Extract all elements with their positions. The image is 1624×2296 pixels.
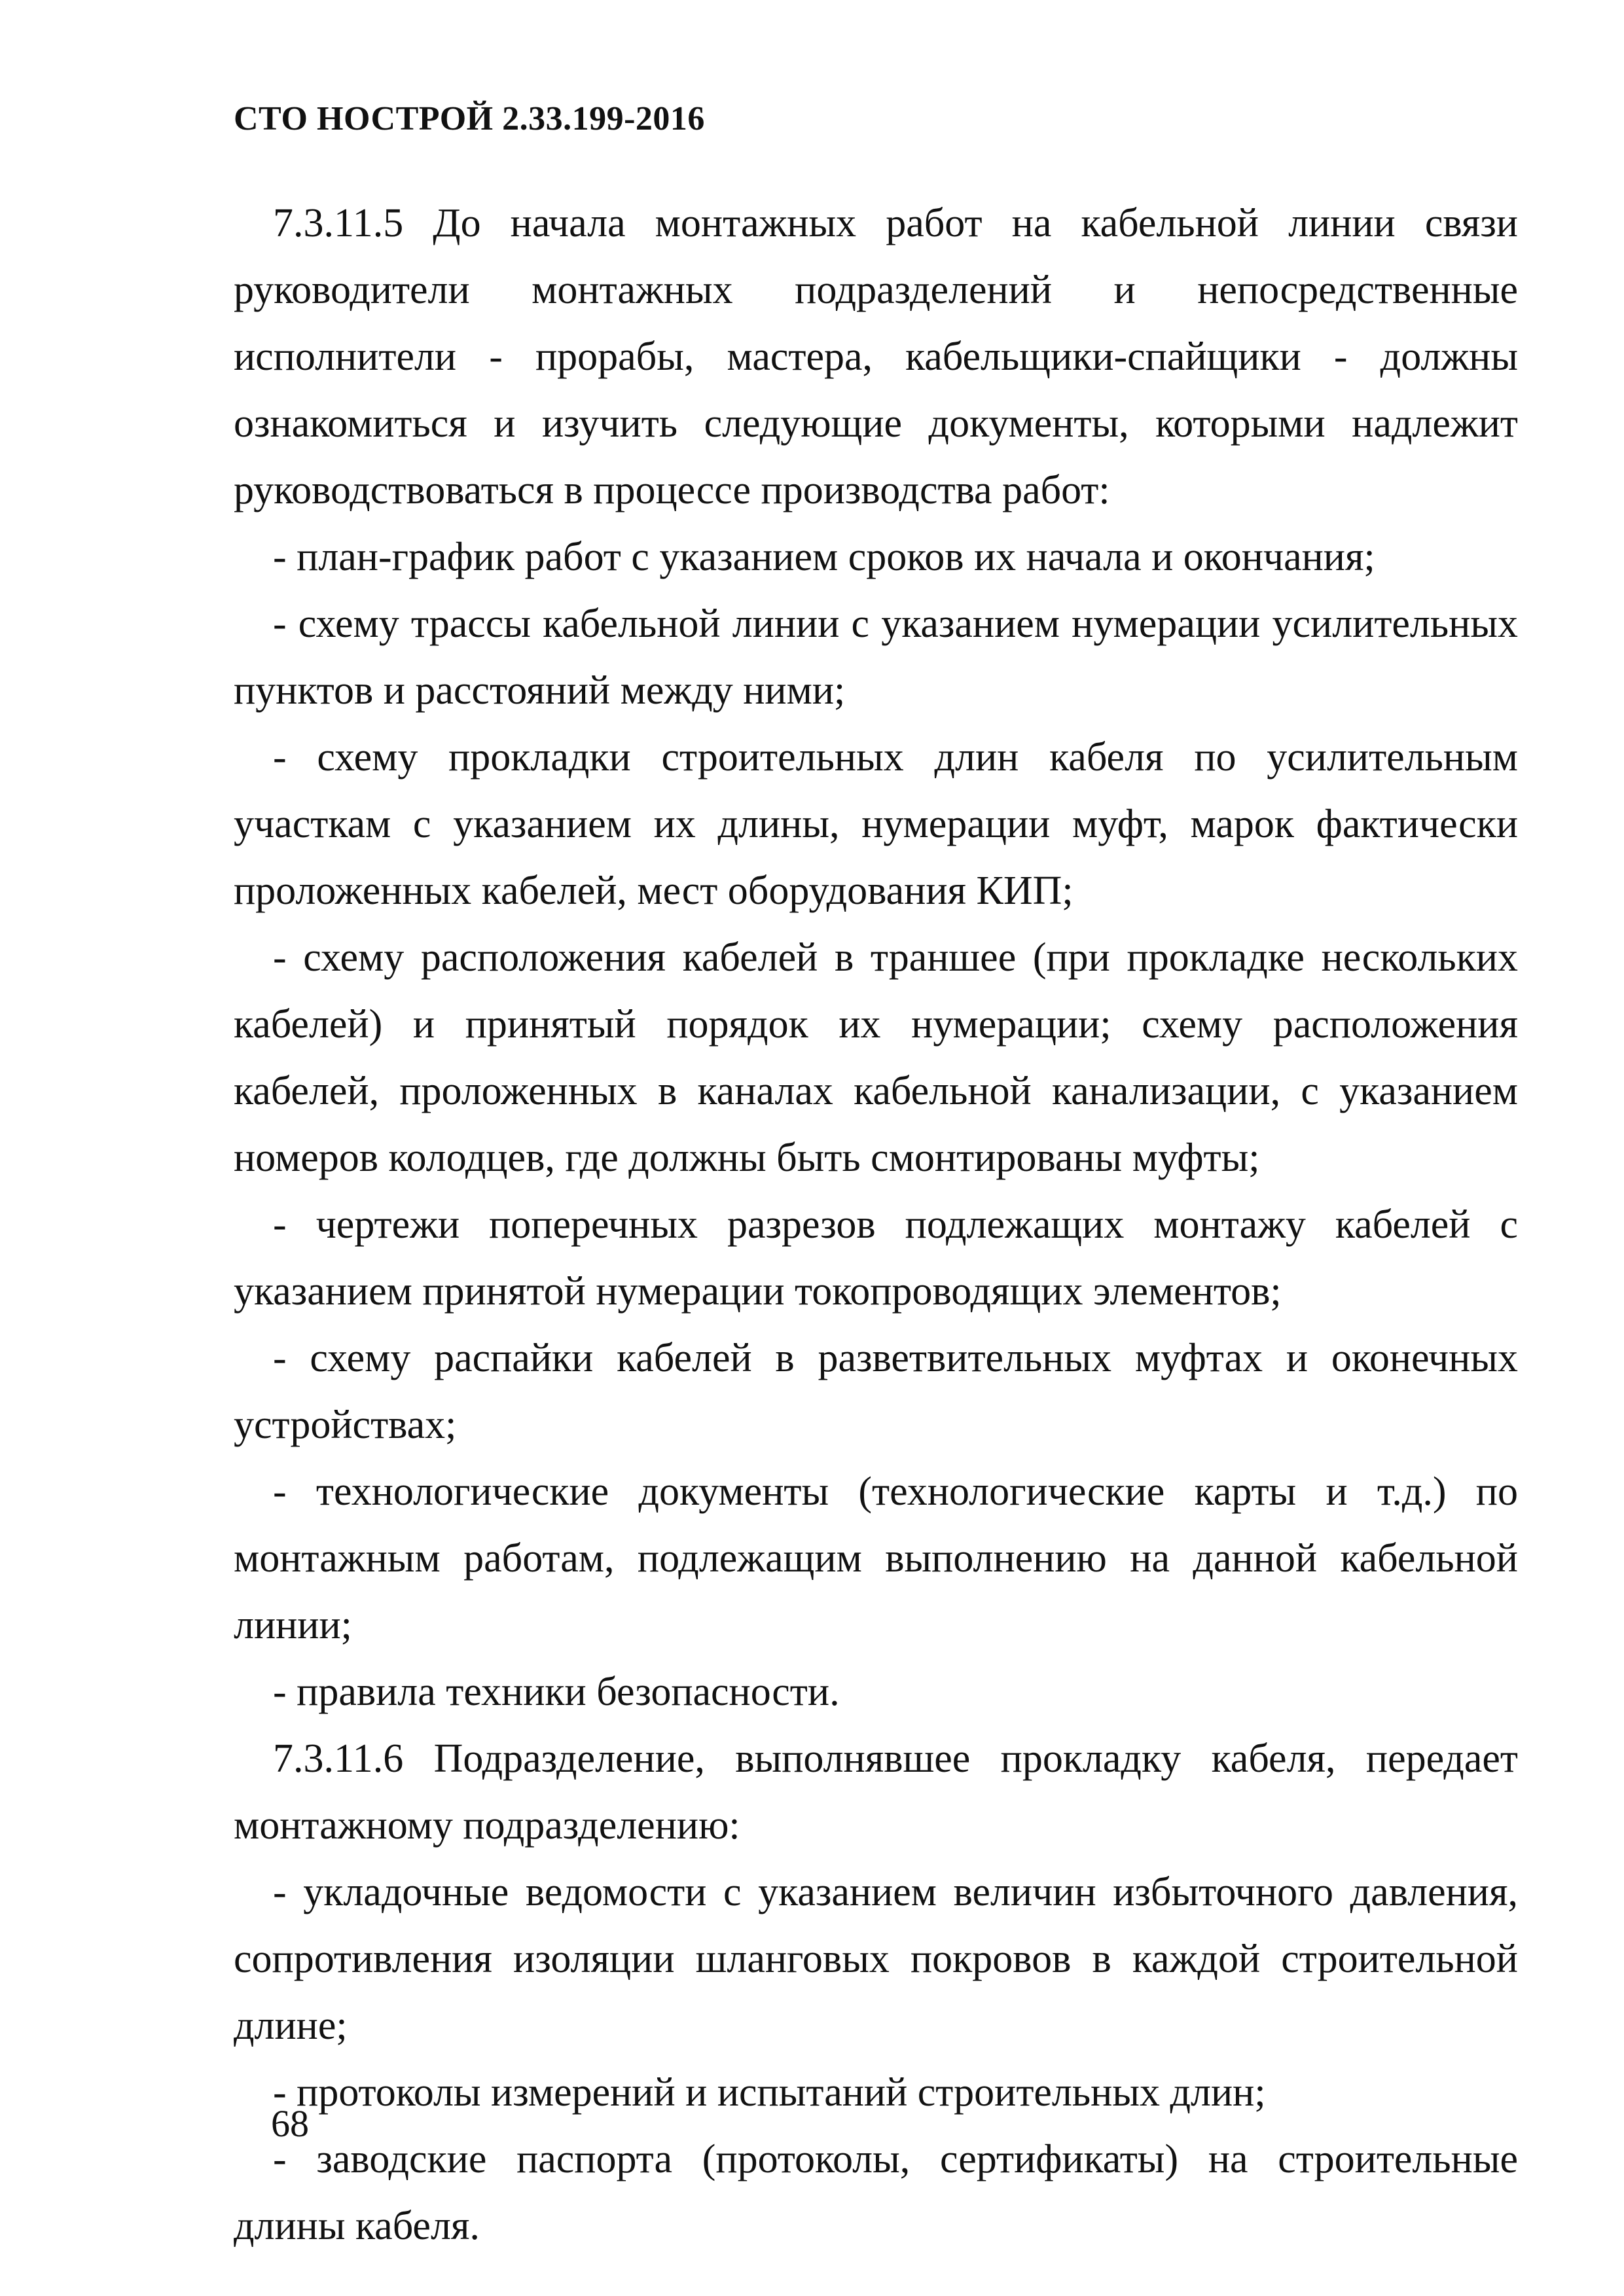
list-item: - заводские паспорта (протоколы, сертификаты) на строительные длины кабеля. xyxy=(234,2137,1518,2248)
document-body xyxy=(234,190,1518,2259)
list-item: - схему распайки кабелей в разветвительных муфтах и оконечных устройствах; xyxy=(234,1336,1518,1447)
list-item: - чертежи поперечных разрезов подлежащих монтажу кабелей с указанием принятой нумерации токопроводящих элементов; xyxy=(234,1202,1518,1314)
list-item: - схему трассы кабельной линии с указанием нумерации усилительных пунктов и расстояний между ними; xyxy=(234,601,1518,713)
list-item: - схему расположения кабелей в траншее (при прокладке нескольких кабелей) и принятый порядок их нумерации; схему расположения кабелей, проложенных в каналах кабельной канализации, с указанием номеров колодцев, где должны быть смонтированы муфты; xyxy=(234,935,1518,1180)
paragraph-7-3-11-6: 7.3.11.6 Подразделение, выполнявшее прокладку кабеля, передает монтажному подразделению: xyxy=(234,1736,1518,1848)
paragraph-7-3-11-5: 7.3.11.5 До начала монтажных работ на кабельной линии связи руководители монтажных подразделений и непосредственные исполнители - прорабы, мастера, кабельщики-спайщики - должны ознакомиться и изучить следующие документы, которыми надлежит руководствоваться в процессе производства работ: xyxy=(234,201,1518,512)
list-item: - укладочные ведомости с указанием величин избыточного давления, сопротивления изоляции шланговых покровов в каждой строительной длине; xyxy=(234,1870,1518,2048)
document-header: СТО НОСТРОЙ 2.33.199-2016 xyxy=(234,100,705,137)
list-item: - технологические документы (технологические карты и т.д.) по монтажным работам, подлежащим выполнению на данной кабельной линии; xyxy=(234,1469,1518,1647)
list-item: - протоколы измерений и испытаний строительных длин; xyxy=(273,2070,1266,2115)
list-item: - правила техники безопасности. xyxy=(273,1670,840,1714)
list-item: - схему прокладки строительных длин кабеля по усилительным участкам с указанием их длины, нумерации муфт, марок фактически проложенных кабелей, мест оборудования КИП; xyxy=(234,735,1518,913)
page-number: 68 xyxy=(271,2102,309,2145)
list-item: - план-график работ с указанием сроков их начала и окончания; xyxy=(273,535,1375,579)
